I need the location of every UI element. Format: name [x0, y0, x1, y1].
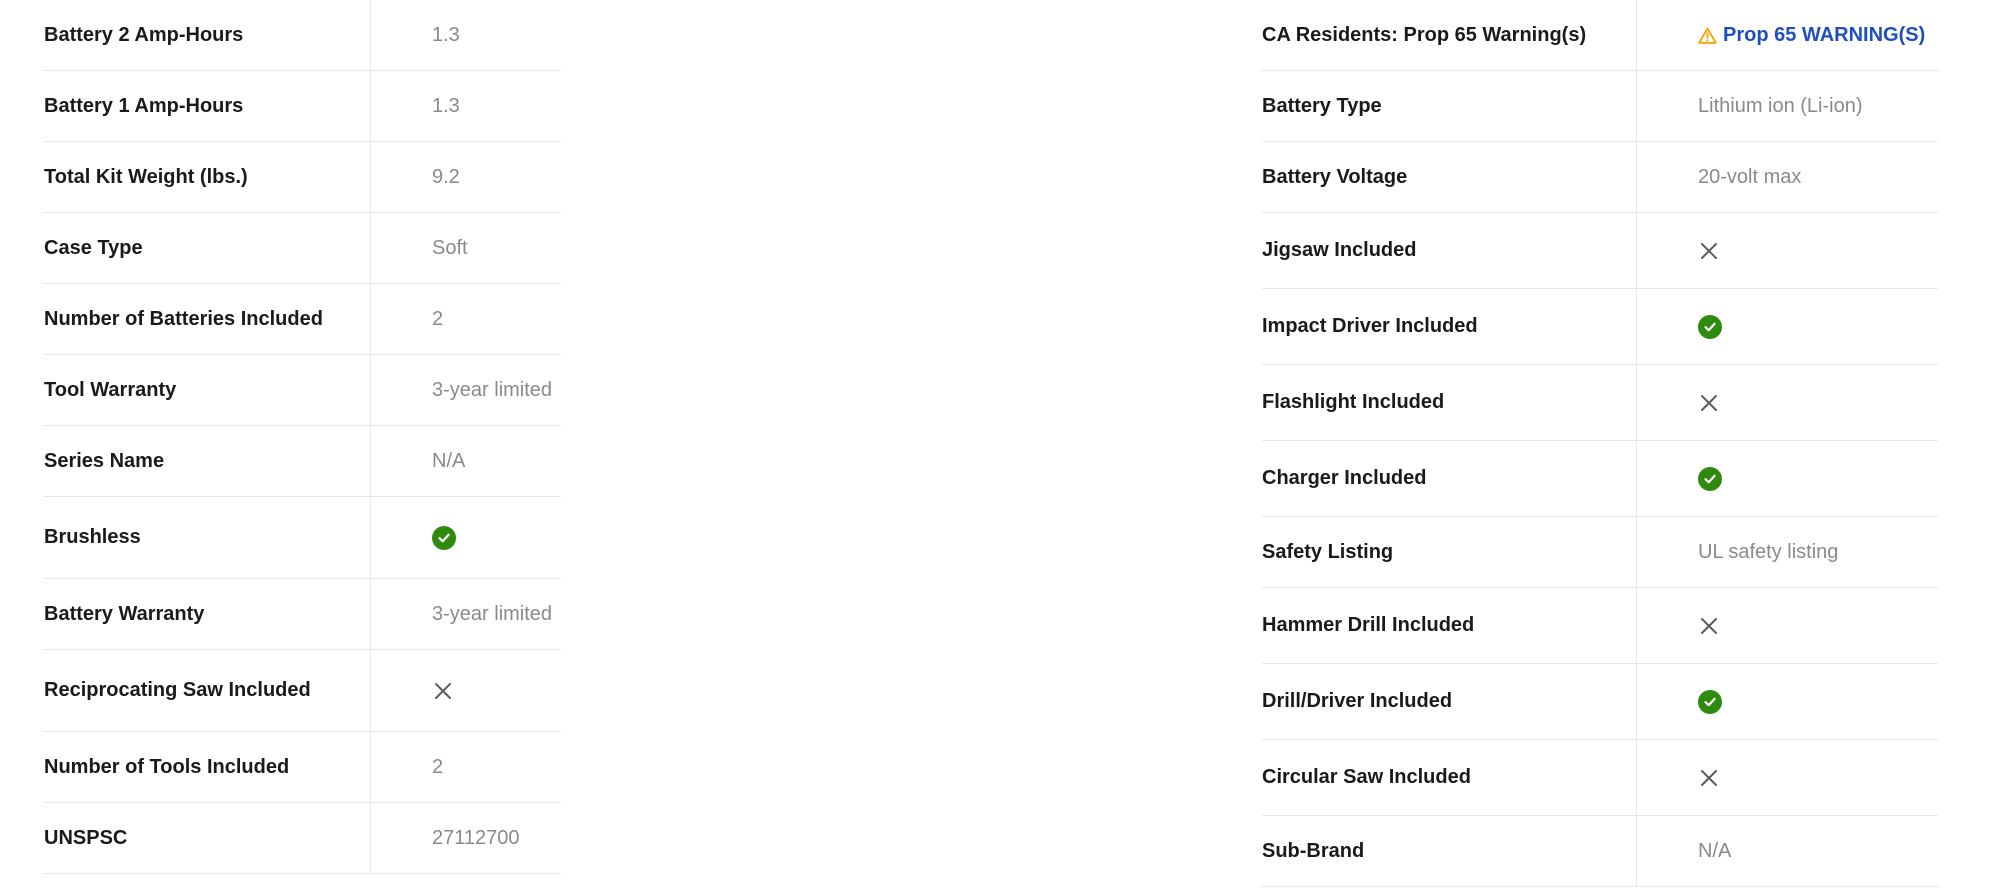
spec-value-text: 3-year limited — [432, 602, 553, 625]
spec-row-brushless — [44, 497, 561, 579]
spec-row-flashlight-included — [1262, 365, 1938, 441]
spec-label: Tool Warranty — [44, 355, 371, 425]
spec-value — [1637, 441, 1722, 516]
spec-row-circular-saw-included — [1262, 740, 1938, 816]
spec-label: Flashlight Included — [1262, 365, 1637, 440]
check-circle-icon — [1698, 690, 1722, 714]
spec-value-text: 2 — [432, 755, 444, 778]
spec-row-charger-included — [1262, 441, 1938, 517]
spec-value — [1637, 0, 1925, 70]
spec-row-safety-listing — [1262, 517, 1938, 588]
spec-label: Battery 2 Amp-Hours — [44, 0, 371, 70]
spec-value — [371, 213, 468, 283]
spec-value-text: 27112700 — [432, 826, 520, 849]
spec-label: Number of Tools Included — [44, 732, 371, 802]
spec-label: Circular Saw Included — [1262, 740, 1637, 815]
spec-value — [371, 497, 456, 578]
spec-value-text: 9.2 — [432, 165, 460, 188]
x-icon — [1698, 767, 1720, 789]
check-circle-icon — [1698, 467, 1722, 491]
spec-row-unspsc — [44, 803, 561, 874]
spec-value — [371, 0, 460, 70]
spec-value-text: UL safety listing — [1698, 540, 1839, 563]
spec-value — [371, 650, 454, 731]
spec-value — [1637, 365, 1720, 440]
prop65-warning-link[interactable]: Prop 65 WARNING(S) — [1723, 23, 1926, 46]
spec-label: Case Type — [44, 213, 371, 283]
spec-value — [1637, 517, 1838, 587]
spec-row-hammer-drill-included — [1262, 588, 1938, 664]
check-circle-icon — [1698, 315, 1722, 339]
spec-value-text: 1.3 — [432, 94, 460, 117]
spec-row-sub-brand — [1262, 816, 1938, 887]
spec-value — [371, 71, 460, 141]
spec-row-impact-driver-included — [1262, 289, 1938, 365]
spec-label: Reciprocating Saw Included — [44, 650, 371, 731]
spec-value — [371, 284, 443, 354]
spec-value-text: Lithium ion (Li-ion) — [1698, 94, 1863, 117]
left-spec-table — [44, 0, 561, 874]
spec-value-text: N/A — [432, 449, 466, 472]
spec-row-reciprocating-saw-included — [44, 650, 561, 732]
spec-label: Total Kit Weight (lbs.) — [44, 142, 371, 212]
spec-label: Brushless — [44, 497, 371, 578]
spec-row-total-kit-weight-lbs — [44, 142, 561, 213]
spec-value — [371, 579, 552, 649]
spec-label: Battery Voltage — [1262, 142, 1637, 212]
check-circle-icon — [432, 526, 456, 550]
spec-row-case-type — [44, 213, 561, 284]
spec-row-battery-2-amp-hours — [44, 0, 561, 71]
spec-value — [1637, 71, 1863, 141]
spec-value — [1637, 816, 1731, 886]
spec-label: Sub-Brand — [1262, 816, 1637, 886]
spec-value — [371, 142, 460, 212]
spec-label: Safety Listing — [1262, 517, 1637, 587]
spec-label: CA Residents: Prop 65 Warning(s) — [1262, 0, 1637, 70]
spec-label: Jigsaw Included — [1262, 213, 1637, 288]
spec-label: Battery 1 Amp-Hours — [44, 71, 371, 141]
spec-label: Number of Batteries Included — [44, 284, 371, 354]
spec-row-ca-residents-prop-65-warning-s — [1262, 0, 1938, 71]
spec-label: Battery Type — [1262, 71, 1637, 141]
spec-value-text: Soft — [432, 236, 468, 259]
spec-label: Charger Included — [1262, 441, 1637, 516]
spec-value — [371, 355, 552, 425]
spec-label: Battery Warranty — [44, 579, 371, 649]
spec-value — [1637, 588, 1720, 663]
x-icon — [1698, 392, 1720, 414]
spec-label: Drill/Driver Included — [1262, 664, 1637, 739]
spec-row-drill-driver-included — [1262, 664, 1938, 740]
spec-row-number-of-batteries-included — [44, 284, 561, 355]
spec-row-battery-type — [1262, 71, 1938, 142]
spec-label: Series Name — [44, 426, 371, 496]
spec-value-text: 20-volt max — [1698, 165, 1802, 188]
spec-value-text: 3-year limited — [432, 378, 553, 401]
x-icon — [1698, 615, 1720, 637]
spec-value — [1637, 664, 1722, 739]
spec-value — [371, 732, 443, 802]
warning-triangle-icon — [1698, 27, 1717, 44]
spec-value-text: N/A — [1698, 839, 1732, 862]
spec-row-tool-warranty — [44, 355, 561, 426]
spec-value — [1637, 213, 1720, 288]
spec-value — [1637, 142, 1801, 212]
spec-row-battery-warranty — [44, 579, 561, 650]
spec-value — [1637, 740, 1720, 815]
prop65-warning — [1698, 24, 1925, 47]
x-icon — [1698, 240, 1720, 262]
spec-row-battery-voltage — [1262, 142, 1938, 213]
spec-label: UNSPSC — [44, 803, 371, 873]
spec-row-series-name — [44, 426, 561, 497]
spec-value — [371, 426, 465, 496]
spec-row-jigsaw-included — [1262, 213, 1938, 289]
spec-row-battery-1-amp-hours — [44, 71, 561, 142]
spec-value-text: 2 — [432, 307, 444, 330]
spec-value — [1637, 289, 1722, 364]
spec-label: Impact Driver Included — [1262, 289, 1637, 364]
spec-value — [371, 803, 520, 873]
right-spec-table — [1262, 0, 1938, 887]
spec-value-text: 1.3 — [432, 23, 460, 46]
spec-label: Hammer Drill Included — [1262, 588, 1637, 663]
x-icon — [432, 680, 454, 702]
spec-row-number-of-tools-included — [44, 732, 561, 803]
